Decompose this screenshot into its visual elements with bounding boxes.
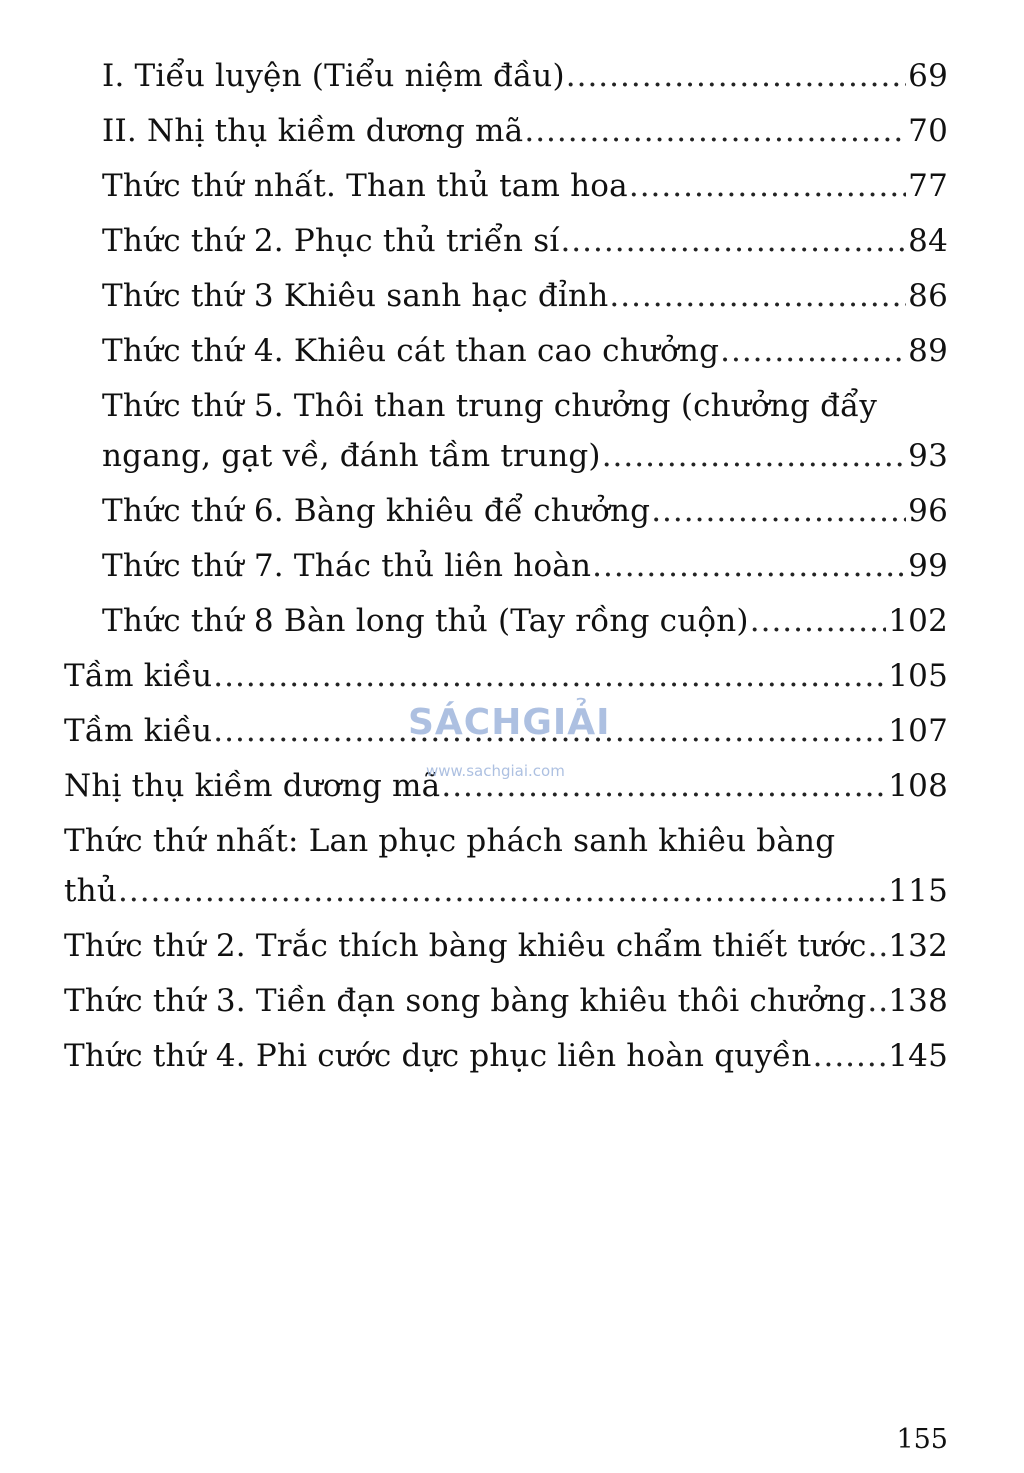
dot-leader (867, 983, 886, 1019)
toc-entry-page: 145 (888, 1038, 948, 1074)
toc-entry-title: Thức thứ 8 Bàn long thủ (Tay rồng cuộn) (102, 603, 749, 639)
toc-entry-page: 99 (908, 548, 948, 584)
toc-entry-page: 108 (888, 768, 948, 804)
watermark-url: www.sachgiai.com (426, 762, 565, 780)
toc-entry (64, 823, 948, 909)
toc-entry-page: 70 (908, 113, 948, 149)
toc-entry-title: Thức thứ nhất. Than thủ tam hoa (102, 168, 628, 204)
toc-entry-page: 84 (908, 223, 948, 259)
toc-entry-title: Tầm kiều (64, 713, 213, 749)
dot-leader (118, 873, 886, 909)
toc-entry-title: Nhị thụ kiềm dương mã (64, 768, 441, 804)
toc-entry-title: Thức thứ 2. Trắc thích bàng khiêu chẩm thiết tước (64, 928, 867, 964)
dot-leader (651, 493, 906, 529)
dot-leader (560, 223, 906, 259)
toc-entry (102, 493, 948, 529)
toc-entry-title: II. Nhị thụ kiềm dương mã (102, 113, 524, 149)
toc-entry-page: 93 (908, 438, 948, 474)
toc-entry-title-line1: Thức thứ 5. Thôi than trung chưởng (chưởng đẩy (102, 388, 878, 424)
dot-leader (213, 658, 886, 694)
dot-leader (868, 928, 887, 964)
toc-entry (102, 278, 948, 314)
toc-entry-title: Thức thứ 2. Phục thủ triển sí (102, 223, 560, 259)
toc-entry-title-line2: ngang, gạt về, đánh tầm trung) (102, 438, 601, 474)
toc-entry-title: Thức thứ 3. Tiền đạn song bàng khiêu thôi chưởng (64, 983, 867, 1019)
toc-entry-page: 89 (908, 333, 948, 369)
dot-leader (524, 113, 906, 149)
toc-entry (102, 113, 948, 149)
dot-leader (602, 438, 906, 474)
toc-entry (64, 983, 948, 1019)
toc-entry-page: 86 (908, 278, 948, 314)
toc-entry-title-line1: Thức thứ nhất: Lan phục phách sanh khiêu bàng (64, 823, 836, 859)
toc-entry (102, 388, 948, 474)
toc-entry-title: Thức thứ 3 Khiêu sanh hạc đỉnh (102, 278, 609, 314)
toc-entry-title: Tầm kiều (64, 658, 213, 694)
toc-entry (64, 928, 948, 964)
toc-entry (102, 548, 948, 584)
toc-entry-title: I. Tiểu luyện (Tiểu niệm đầu) (102, 58, 565, 94)
toc-entry-page: 115 (888, 873, 948, 909)
toc-entry-page: 107 (888, 713, 948, 749)
watermark-brand: SÁCHGIẢI (408, 702, 611, 743)
toc-entry-page: 102 (888, 603, 948, 639)
dot-leader (750, 603, 886, 639)
toc-entry-page: 77 (908, 168, 948, 204)
toc-entry (102, 223, 948, 259)
dot-leader (813, 1038, 887, 1074)
toc-entry-title-line2: thủ (64, 873, 117, 909)
toc-entry-title: Thức thứ 4. Khiêu cát than cao chưởng (102, 333, 720, 369)
watermark (408, 690, 628, 790)
toc-entry (102, 603, 948, 639)
toc-entry (64, 1038, 948, 1074)
toc-entry (102, 58, 948, 94)
dot-leader (609, 278, 906, 314)
toc-entry-title: Thức thứ 6. Bàng khiêu để chưởng (102, 493, 651, 529)
dot-leader (720, 333, 906, 369)
toc-entry-page: 132 (888, 928, 948, 964)
dot-leader (566, 58, 906, 94)
dot-leader (592, 548, 906, 584)
toc-entry-title: Thức thứ 4. Phi cước dực phục liên hoàn quyền (64, 1038, 812, 1074)
toc-entry-page: 69 (908, 58, 948, 94)
page-number: 155 (896, 1424, 948, 1455)
toc-entry-page: 105 (888, 658, 948, 694)
toc-entry-title: Thức thứ 7. Thác thủ liên hoàn (102, 548, 592, 584)
dot-leader (629, 168, 906, 204)
toc-entry (64, 658, 948, 694)
toc-entry-page: 96 (908, 493, 948, 529)
toc-entry-page: 138 (888, 983, 948, 1019)
toc-entry (102, 168, 948, 204)
toc-entry (102, 333, 948, 369)
